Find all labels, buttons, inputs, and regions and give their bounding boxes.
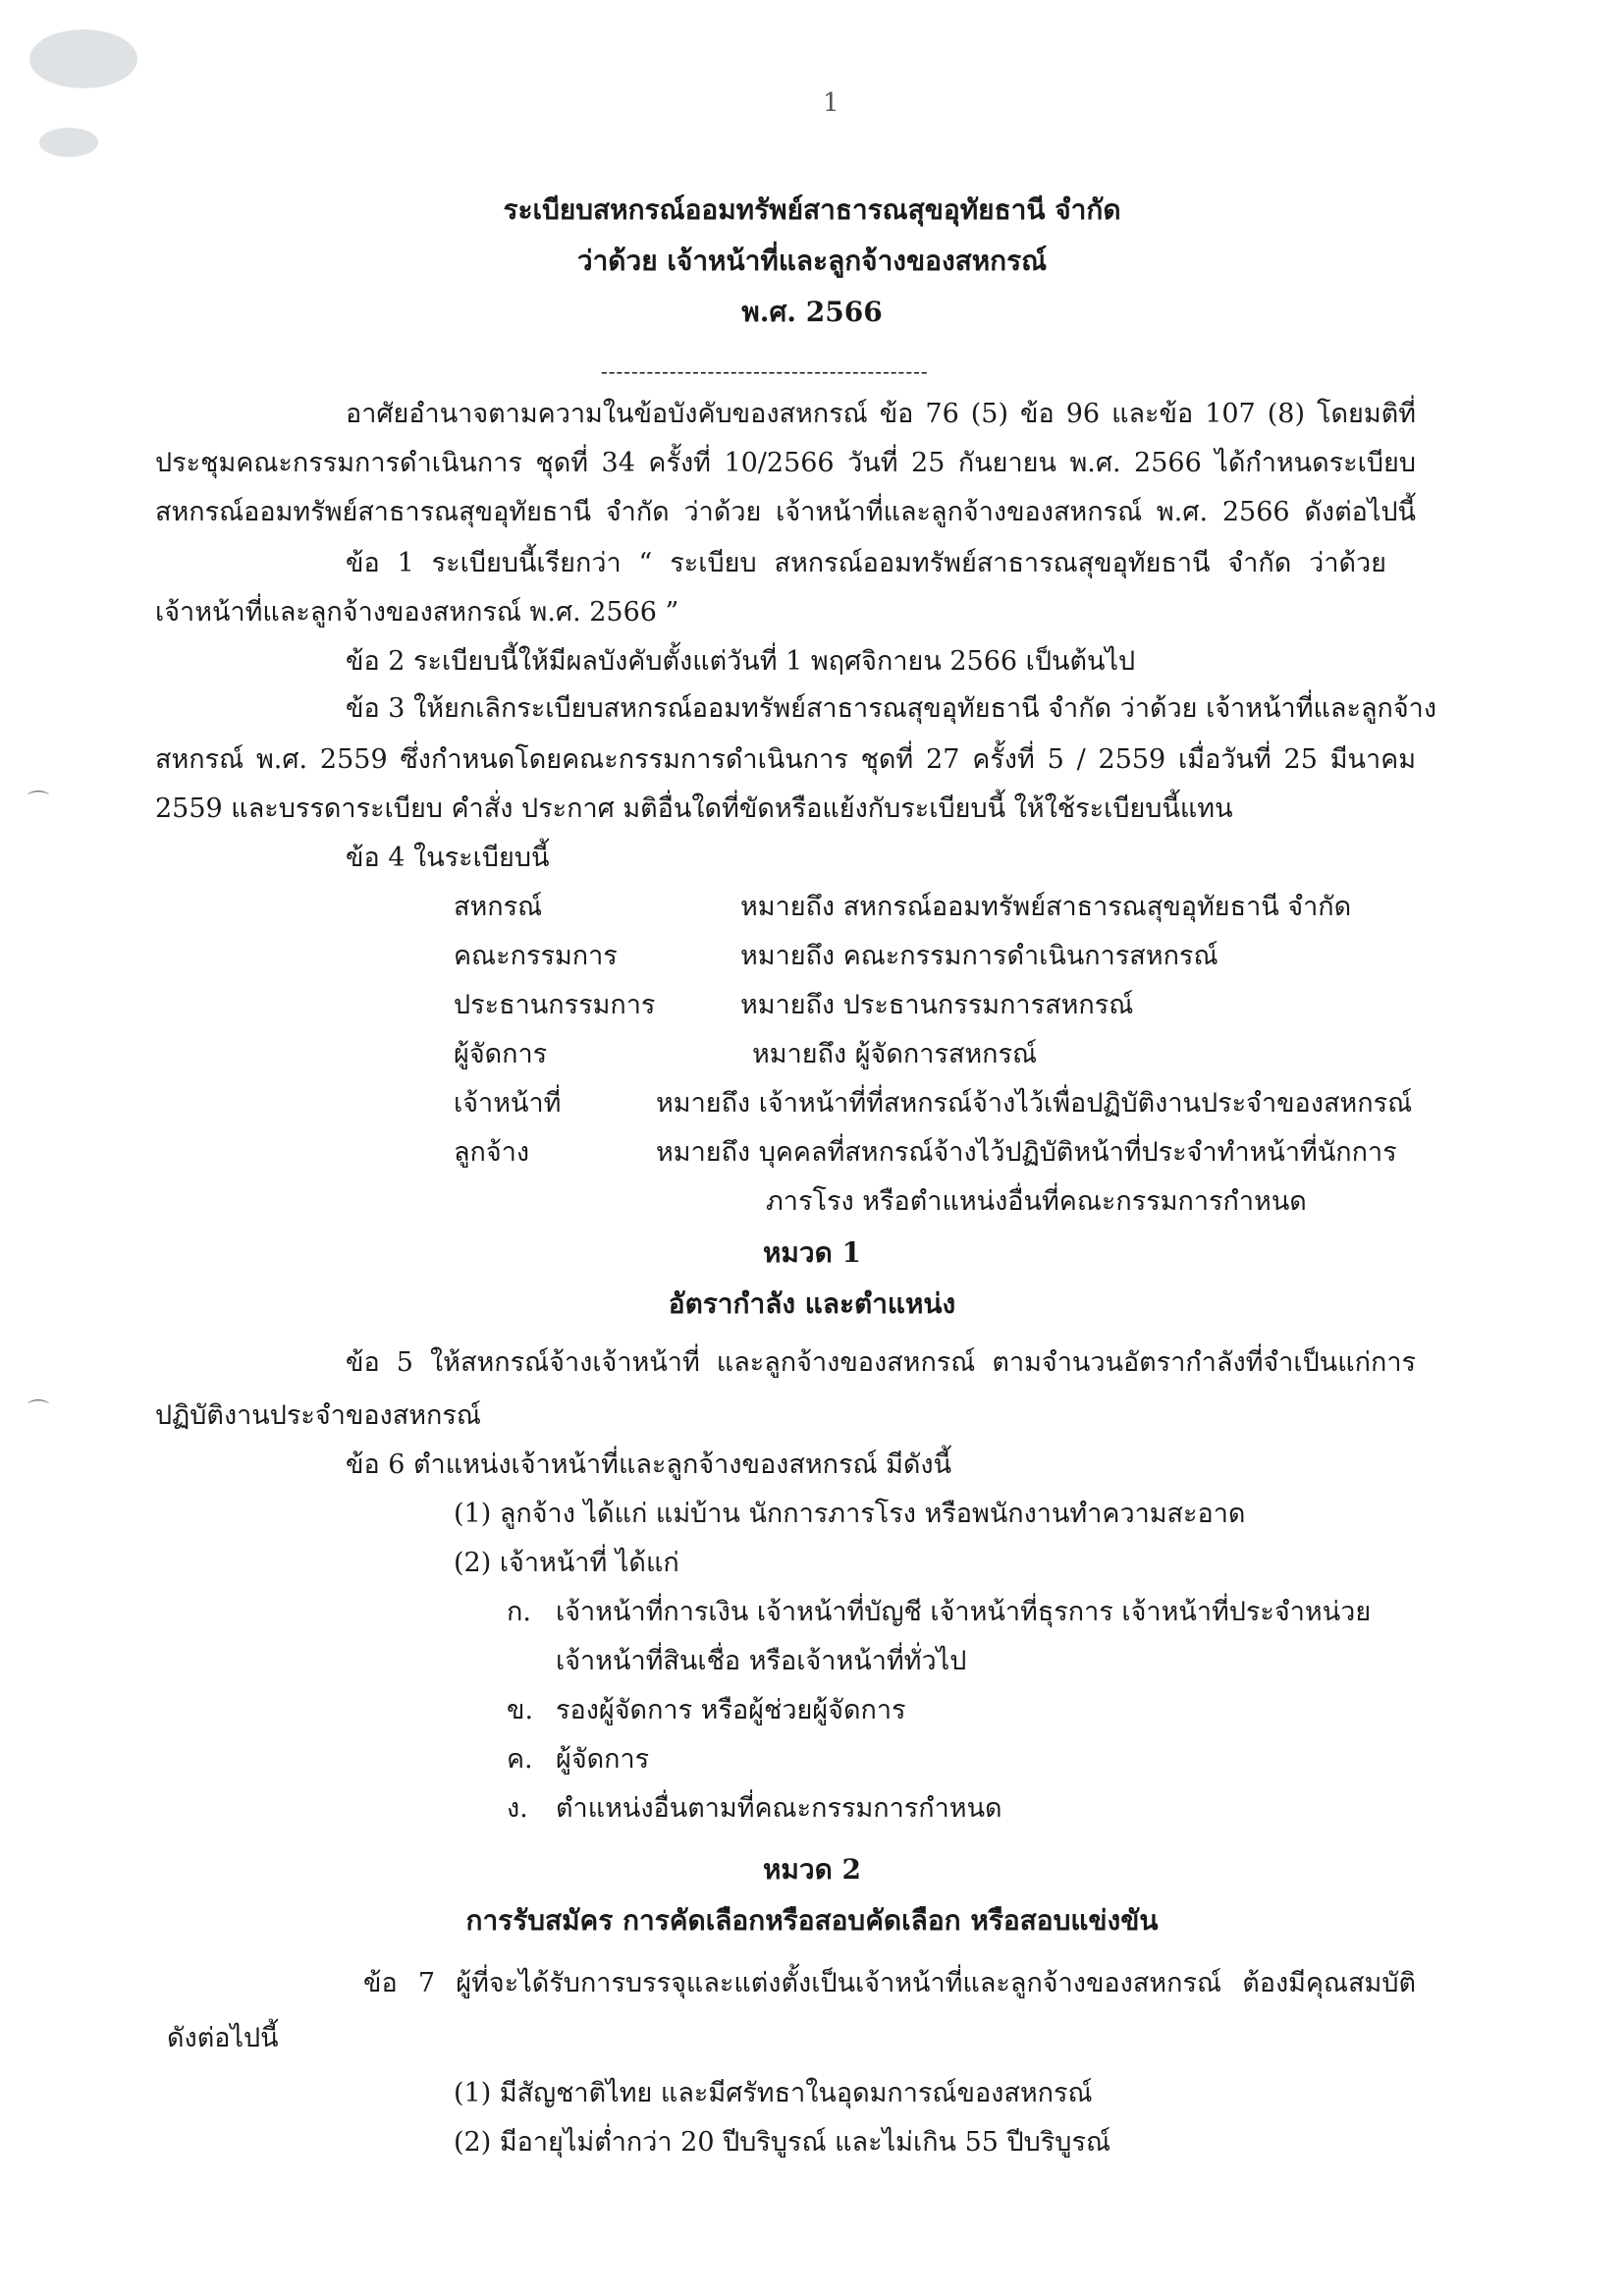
definition-meaning: หมายถึง บุคคลที่สหกรณ์จ้างไว้ปฏิบัติหน้าที่ประจำทำหน้าที่นักการ [656, 1137, 1397, 1168]
sub-item-mark: ง. [507, 1793, 528, 1824]
sub-item-text-cont: เจ้าหน้าที่สินเชื่อ หรือเจ้าหน้าที่ทั่วไป [556, 1646, 967, 1676]
definition-meaning: หมายถึง คณะกรรมการดำเนินการสหกรณ์ [740, 941, 1218, 971]
document-title: ระเบียบสหกรณ์ออมทรัพย์สาธารณสุขอุทัยธานี จำกัด [503, 193, 1121, 226]
title-separator: ------------------------------------------- [601, 359, 929, 383]
clause-6: ข้อ 6 ตำแหน่งเจ้าหน้าที่และลูกจ้างของสหกรณ์ มีดังนี้ [346, 1449, 952, 1480]
sub-item-mark: ค. [507, 1744, 533, 1775]
clause-7-line-2: ดังต่อไปนี้ [167, 2023, 279, 2053]
document-year: พ.ศ. 2566 [741, 296, 883, 328]
list-item: (2) เจ้าหน้าที่ ได้แก่ [454, 1548, 679, 1578]
definition-term: ประธานกรรมการ [454, 990, 656, 1020]
definition-term: เจ้าหน้าที่ [454, 1088, 562, 1119]
list-item: (2) มีอายุไม่ต่ำกว่า 20 ปีบริบูรณ์ และไม่เกิน 55 ปีบริบูรณ์ [454, 2127, 1110, 2158]
list-item: (1) มีสัญชาติไทย และมีศรัทธาในอุดมการณ์ของสหกรณ์ [454, 2078, 1093, 2108]
chapter-2-title: การรับสมัคร การคัดเลือกหรือสอบคัดเลือก หรือสอบแข่งขัน [465, 1904, 1159, 1937]
clause-4: ข้อ 4 ในระเบียบนี้ [346, 843, 550, 873]
scan-mark: ⌒ [27, 791, 50, 815]
scan-smudge [39, 128, 98, 157]
chapter-1-label: หมวด 1 [762, 1236, 862, 1269]
clause-3-line-3: 2559 และบรรดาระเบียบ คำสั่ง ประกาศ มติอื่นใดที่ขัดหรือแย้งกับระเบียบนี้ ให้ใช้ระเบียบนี้แทน [155, 793, 1233, 824]
sub-item-text: ผู้จัดการ [556, 1744, 650, 1775]
definition-meaning: หมายถึง ผู้จัดการสหกรณ์ [752, 1039, 1038, 1069]
page-number: 1 [823, 88, 839, 118]
sub-item-mark: ก. [507, 1597, 531, 1627]
clause-1-line-2: เจ้าหน้าที่และลูกจ้างของสหกรณ์ พ.ศ. 2566 ” [155, 597, 679, 628]
definition-meaning: หมายถึง เจ้าหน้าที่ที่สหกรณ์จ้างไว้เพื่อปฏิบัติงานประจำของสหกรณ์ [656, 1088, 1413, 1119]
sub-item-text: รองผู้จัดการ หรือผู้ช่วยผู้จัดการ [556, 1695, 906, 1725]
definition-meaning: หมายถึง ประธานกรรมการสหกรณ์ [740, 990, 1134, 1020]
chapter-1-title: อัตรากำลัง และตำแหน่ง [668, 1287, 956, 1320]
definition-term: ลูกจ้าง [454, 1137, 530, 1168]
scan-smudge [29, 29, 137, 88]
sub-item-text: เจ้าหน้าที่การเงิน เจ้าหน้าที่บัญชี เจ้าหน้าที่ธุรการ เจ้าหน้าที่ประจำหน่วย [556, 1597, 1372, 1627]
preamble-line-1: อาศัยอำนาจตามความในข้อบังคับของสหกรณ์ ข้อ 76 (5) ข้อ 96 และข้อ 107 (8) โดยมติที่ [346, 399, 1416, 429]
definition-term: สหกรณ์ [454, 892, 543, 922]
sub-item-mark: ข. [507, 1695, 534, 1725]
definition-meaning-cont: ภารโรง หรือตำแหน่งอื่นที่คณะกรรมการกำหนด [766, 1186, 1307, 1217]
sub-item-text: ตำแหน่งอื่นตามที่คณะกรรมการกำหนด [556, 1793, 1002, 1824]
clause-2: ข้อ 2 ระเบียบนี้ให้มีผลบังคับตั้งแต่วันที่ 1 พฤศจิกายน 2566 เป็นต้นไป [346, 646, 1136, 677]
clause-1-line-1: ข้อ 1 ระเบียบนี้เรียกว่า “ ระเบียบ สหกรณ์ออมทรัพย์สาธารณสุขอุทัยธานี จำกัด ว่าด้วย [346, 548, 1386, 578]
chapter-2-label: หมวด 2 [762, 1853, 862, 1886]
definition-term: ผู้จัดการ [454, 1039, 548, 1069]
preamble-line-2: ประชุมคณะกรรมการดำเนินการ ชุดที่ 34 ครั้งที่ 10/2566 วันที่ 25 กันยายน พ.ศ. 2566 ได้กำหนดระเบียบ [155, 448, 1416, 478]
list-item: (1) ลูกจ้าง ได้แก่ แม่บ้าน นักการภารโรง หรือพนักงานทำความสะอาด [454, 1499, 1246, 1529]
definition-meaning: หมายถึง สหกรณ์ออมทรัพย์สาธารณสุขอุทัยธานี จำกัด [740, 892, 1352, 922]
definition-term: คณะกรรมการ [454, 941, 618, 971]
clause-7-line-1: ข้อ 7 ผู้ที่จะได้รับการบรรจุและแต่งตั้งเป็นเจ้าหน้าที่และลูกจ้างของสหกรณ์ ต้องมีคุณสมบัติ [363, 1968, 1416, 1998]
scan-mark: ⌒ [27, 1399, 50, 1424]
clause-3-line-1: ข้อ 3 ให้ยกเลิกระเบียบสหกรณ์ออมทรัพย์สาธารณสุขอุทัยธานี จำกัด ว่าด้วย เจ้าหน้าที่และลูกจ้าง [346, 693, 1437, 724]
preamble-line-3: สหกรณ์ออมทรัพย์สาธารณสุขอุทัยธานี จำกัด ว่าด้วย เจ้าหน้าที่และลูกจ้างของสหกรณ์ พ.ศ. 2566 ดังต่อไปนี้ [155, 497, 1416, 527]
document-subtitle: ว่าด้วย เจ้าหน้าที่และลูกจ้างของสหกรณ์ [576, 245, 1048, 277]
clause-5-line-1: ข้อ 5 ให้สหกรณ์จ้างเจ้าหน้าที่ และลูกจ้างของสหกรณ์ ตามจำนวนอัตรากำลังที่จำเป็นแก่การ [346, 1347, 1416, 1378]
clause-5-line-2: ปฏิบัติงานประจำของสหกรณ์ [155, 1400, 481, 1431]
clause-3-line-2: สหกรณ์ พ.ศ. 2559 ซึ่งกำหนดโดยคณะกรรมการดำเนินการ ชุดที่ 27 ครั้งที่ 5 / 2559 เมื่อวันที่ 25 มีนาคม [155, 744, 1416, 775]
